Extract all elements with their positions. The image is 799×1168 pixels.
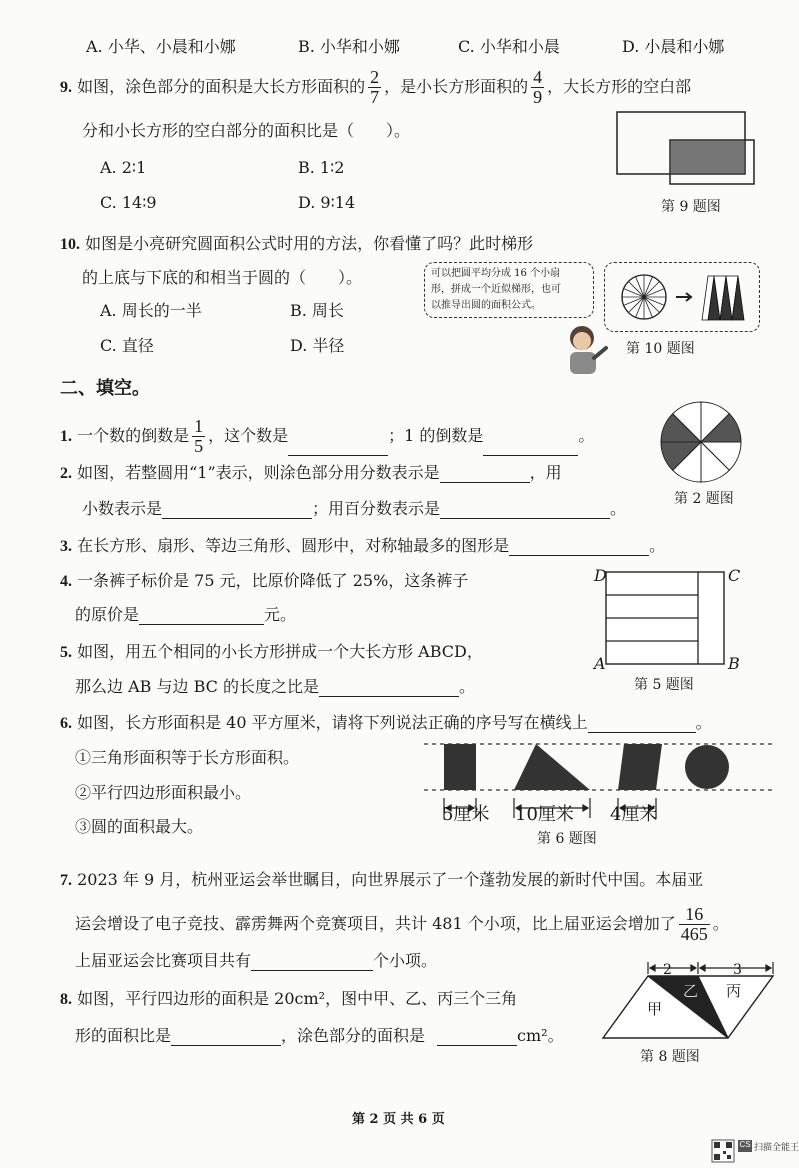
fill6-end: 。 bbox=[695, 713, 712, 732]
fill2-caption: 第 2 题图 bbox=[674, 491, 734, 507]
fill3-text: 在长方形、扇形、等边三角形、圆形中，对称轴最多的图形是 bbox=[77, 536, 510, 555]
fill7-frac-num: 16 bbox=[685, 904, 704, 924]
fill6-rectangle bbox=[444, 744, 476, 790]
fill7-line2 bbox=[75, 905, 729, 944]
q10-bubble-line1: 可以把圆平均分成 16 个小扇 bbox=[431, 268, 561, 279]
fill8-line2 bbox=[75, 1023, 564, 1046]
q9-frac2-den: 9 bbox=[533, 86, 543, 107]
fill5-label-d: D bbox=[594, 566, 607, 585]
fill3-line bbox=[60, 533, 665, 556]
fill6-line1 bbox=[60, 710, 712, 733]
fill8-label-jia: 甲 bbox=[647, 1000, 663, 1018]
fill8-label-3: 3 bbox=[733, 962, 742, 978]
fill5-number: 5. bbox=[60, 644, 72, 661]
fill6-item-2: ②平行四边形面积最小。 bbox=[75, 783, 252, 802]
fill1-line bbox=[60, 417, 594, 456]
fill6-dim-5cm: 5厘米 bbox=[442, 804, 490, 825]
fill6-blank[interactable] bbox=[588, 714, 696, 733]
q10-line1 bbox=[60, 231, 533, 254]
q10-option-d: D. 半径 bbox=[290, 336, 345, 355]
fill8-blank-area[interactable] bbox=[437, 1027, 517, 1046]
fill6-triangle bbox=[514, 744, 590, 790]
page-footer: 第 2 页 共 6 页 bbox=[352, 1112, 445, 1127]
boy-arm bbox=[594, 348, 606, 358]
fill1-blank-2[interactable] bbox=[483, 437, 578, 456]
fill7-line1 bbox=[60, 867, 703, 890]
fill6-circle bbox=[685, 745, 729, 789]
fill2-text2: ，用 bbox=[529, 463, 562, 482]
fill7-text4: 上届亚运会比赛项目共有 bbox=[75, 951, 252, 970]
q10-bubble-line2: 形，拼成一个近似梯形，也可 bbox=[431, 284, 561, 295]
fill2-text4: ；用百分数表示是 bbox=[312, 499, 441, 518]
q9-frac2 bbox=[531, 68, 544, 107]
fill2-blank-percent[interactable] bbox=[440, 500, 610, 519]
fill4-blank[interactable] bbox=[139, 606, 264, 625]
q9-line2: 分和小长方形的空白部分的面积比是（ ）。 bbox=[82, 121, 411, 140]
q9-frac1 bbox=[368, 68, 381, 107]
fill5-line2 bbox=[75, 674, 475, 697]
q10-circle-to-trapezoid bbox=[618, 270, 758, 326]
q9-figure bbox=[615, 110, 765, 190]
q10-number: 10. bbox=[60, 236, 80, 253]
q9-frac1-num: 2 bbox=[370, 67, 380, 87]
q10-bubble-line3: 以推导出圆的面积公式。 bbox=[431, 300, 541, 311]
fill8-label-2: 2 bbox=[663, 962, 672, 978]
fill7-line3 bbox=[75, 948, 437, 971]
fill1-frac bbox=[192, 417, 205, 456]
fill5-text3: 。 bbox=[458, 677, 475, 696]
q9-caption: 第 9 题图 bbox=[661, 199, 721, 215]
fill1-text2: ，这个数是 bbox=[208, 425, 289, 445]
fill1-text1: 一个数的倒数是 bbox=[77, 425, 190, 445]
q10-text1: 如图是小亮研究圆面积公式时用的方法，你看懂了吗？此时梯形 bbox=[85, 234, 534, 253]
q10-caption: 第 10 题图 bbox=[626, 341, 695, 357]
q8-option-a: A. 小华、小晨和小娜 bbox=[86, 37, 236, 56]
fill6-item-1: ①三角形面积等于长方形面积。 bbox=[75, 748, 300, 767]
fill2-number: 2. bbox=[60, 465, 72, 482]
fill1-blank-1[interactable] bbox=[288, 437, 388, 456]
fill7-text1: 2023 年 9 月，杭州亚运会举世瞩目，向世界展示了一个蓬勃发展的新时代中国。本届亚 bbox=[77, 870, 704, 889]
q8-option-b: B. 小华和小娜 bbox=[298, 37, 400, 56]
fill8-label-yi: 乙 bbox=[683, 982, 699, 1000]
boy-body bbox=[570, 352, 596, 374]
fill5-text1: 如图，用五个相同的小长方形拼成一个大长方形 ABCD， bbox=[77, 642, 483, 661]
fill1-text4: 。 bbox=[578, 425, 595, 445]
fill1-text3: ；1 的倒数是 bbox=[388, 425, 484, 445]
fill1-number: 1. bbox=[60, 427, 72, 445]
q9-frac2-num: 4 bbox=[533, 67, 543, 87]
fill8-label-bing: 丙 bbox=[726, 982, 742, 1000]
fill2-text1: 如图，若整圆用“1”表示，则涂色部分用分数表示是 bbox=[77, 463, 440, 482]
fill3-number: 3. bbox=[60, 538, 72, 555]
fill1-frac-num: 1 bbox=[194, 416, 204, 436]
boy-face bbox=[573, 332, 591, 350]
fill4-line1 bbox=[60, 568, 468, 591]
q10-option-a: A. 周长的一半 bbox=[100, 301, 202, 320]
fill7-text2: 运会增设了电子竞技、霹雳舞两个竞赛项目，共计 481 个小项，比上届亚运会增加了 bbox=[75, 913, 676, 933]
fill2-line2 bbox=[82, 496, 626, 519]
q9-option-b: B. 1∶2 bbox=[298, 158, 345, 177]
fill7-blank[interactable] bbox=[251, 952, 373, 971]
camscanner-logo-icon: CS bbox=[738, 1140, 752, 1152]
fill2-text5: 。 bbox=[610, 499, 627, 518]
fill6-parallelogram bbox=[618, 744, 662, 790]
fill6-dim-10cm: 10厘米 bbox=[515, 804, 574, 825]
fill7-frac bbox=[679, 905, 710, 944]
fill7-frac-den: 465 bbox=[680, 923, 708, 944]
fill2-blank-fraction[interactable] bbox=[440, 464, 530, 483]
section-title-fill-in: 二、填空。 bbox=[60, 378, 150, 399]
fill8-parallelogram-figure bbox=[598, 958, 783, 1048]
fill8-text3: ，涂色部分的面积是 bbox=[281, 1026, 426, 1045]
q9-number: 9. bbox=[60, 78, 72, 96]
q10-sector-circle bbox=[622, 275, 666, 319]
q8-option-d: D. 小晨和小娜 bbox=[622, 37, 725, 56]
fill7-text3: 。 bbox=[712, 913, 729, 933]
fill8-text2: 形的面积比是 bbox=[75, 1026, 172, 1045]
fill6-text1: 如图，长方形面积是 40 平方厘米，请将下列说法正确的序号写在横线上 bbox=[77, 713, 588, 732]
q10-arrow-icon bbox=[676, 293, 691, 301]
watermark-text: 扫描全能王 bbox=[754, 1142, 799, 1152]
fill4-number: 4. bbox=[60, 573, 72, 590]
fill3-end: 。 bbox=[649, 536, 666, 555]
fill8-number: 8. bbox=[60, 991, 72, 1008]
fill2-blank-decimal[interactable] bbox=[162, 500, 312, 519]
q9-frac1-den: 7 bbox=[370, 86, 380, 107]
fill8-caption: 第 8 题图 bbox=[640, 1049, 700, 1065]
fill5-label-a: A bbox=[594, 654, 606, 673]
fill7-number: 7. bbox=[60, 872, 72, 889]
q10-option-b: B. 周长 bbox=[290, 301, 344, 320]
fill8-text4: cm²。 bbox=[517, 1026, 564, 1045]
qr-code-icon bbox=[712, 1140, 734, 1162]
fill5-caption: 第 5 题图 bbox=[634, 677, 694, 693]
fill6-item-3: ③圆的面积最大。 bbox=[75, 817, 204, 836]
fill4-text3: 元。 bbox=[264, 605, 297, 624]
fill6-caption: 第 6 题图 bbox=[537, 831, 597, 847]
fill2-pie-figure bbox=[655, 400, 751, 486]
fill8-blank-ratio[interactable] bbox=[171, 1027, 281, 1046]
fill7-text5: 个小项。 bbox=[373, 951, 438, 970]
fill4-line2 bbox=[75, 602, 296, 625]
fill8-line1 bbox=[60, 986, 517, 1009]
q10-speech-bubble bbox=[424, 262, 594, 318]
q8-option-c: C. 小华和小晨 bbox=[458, 37, 560, 56]
q10-boy-illustration bbox=[560, 318, 620, 378]
q9-line1 bbox=[60, 68, 691, 107]
q9-text2: ，是小长方形面积的 bbox=[384, 76, 529, 96]
fill6-number: 6. bbox=[60, 715, 72, 732]
fill5-label-c: C bbox=[728, 566, 741, 585]
q9-text1: 如图，涂色部分的面积是大长方形面积的 bbox=[77, 76, 366, 96]
q9-shaded-overlap bbox=[670, 140, 745, 174]
fill3-blank[interactable] bbox=[509, 537, 649, 556]
fill1-frac-den: 5 bbox=[194, 435, 204, 456]
q9-option-d: D. 9∶14 bbox=[298, 193, 356, 212]
fill4-text2: 的原价是 bbox=[75, 605, 140, 624]
fill5-blank[interactable] bbox=[319, 678, 459, 697]
fill2-text3: 小数表示是 bbox=[82, 499, 163, 518]
q9-option-c: C. 14∶9 bbox=[100, 193, 157, 212]
q10-line2: 的上底与下底的和相当于圆的（ ）。 bbox=[82, 268, 363, 287]
fill5-text2: 那么边 AB 与边 BC 的长度之比是 bbox=[75, 677, 319, 696]
q10-option-c: C. 直径 bbox=[100, 336, 154, 355]
fill8-text1: 如图，平行四边形的面积是 20cm²，图中甲、乙、丙三个三角 bbox=[77, 989, 518, 1008]
q10-trapezoid bbox=[702, 276, 744, 320]
fill5-line1 bbox=[60, 639, 483, 662]
fill5-label-b: B bbox=[728, 654, 740, 673]
fill6-dim-4cm: 4厘米 bbox=[610, 804, 658, 825]
q9-text3: ，大长方形的空白部 bbox=[547, 76, 692, 96]
q9-option-a: A. 2∶1 bbox=[100, 158, 147, 177]
fill2-line1 bbox=[60, 460, 562, 483]
fill4-text1: 一条裤子标价是 75 元，比原价降低了 25%，这条裤子 bbox=[77, 571, 469, 590]
